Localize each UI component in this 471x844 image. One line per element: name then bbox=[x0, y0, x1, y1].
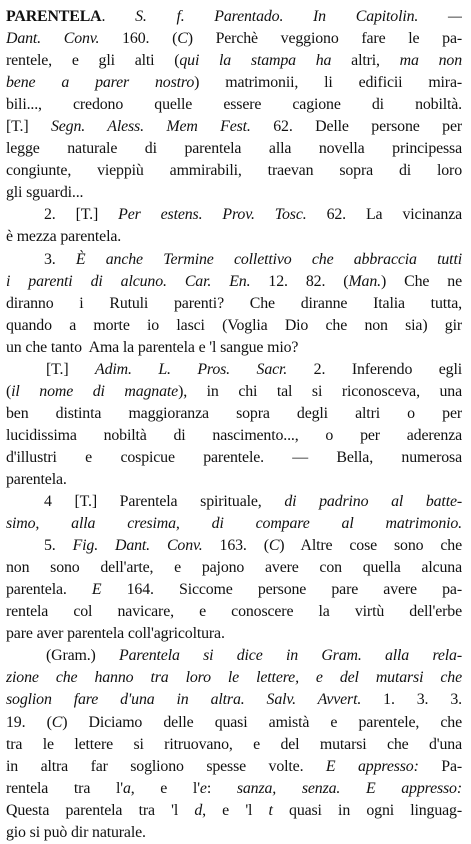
italic-text: sanza, senza. E appresso: bbox=[236, 779, 462, 797]
text-span: pare aver parentela coll'agricoltura. bbox=[6, 625, 225, 643]
text-span: gli sguardi... bbox=[6, 184, 84, 202]
text-span: (Gram.) bbox=[46, 647, 120, 665]
entry-line bbox=[6, 116, 462, 138]
text-span: , e 'l bbox=[202, 801, 269, 819]
italic-text: e bbox=[199, 779, 207, 797]
text-span: in altra far sogliono spesse volte. bbox=[6, 757, 326, 775]
entry-line bbox=[6, 557, 462, 579]
italic-text: È anche Termine collettivo che abbraccia tutti bbox=[75, 250, 462, 268]
text-span: Pa- bbox=[418, 757, 462, 775]
text-span: 163. ( bbox=[202, 537, 269, 555]
entry-line bbox=[6, 249, 462, 271]
text-span: 4 [T.] Parentela spirituale, bbox=[44, 493, 285, 511]
text-span: d'illustri e cospicue parentele. — Bella, numerosa bbox=[6, 448, 462, 466]
entry-line bbox=[6, 535, 462, 557]
text-span: ) Che ne bbox=[380, 272, 462, 290]
entry-line bbox=[6, 447, 462, 469]
text-span: un che tanto Ama la parentela e 'l sangue mio? bbox=[6, 338, 299, 356]
text-span: 12. 82. ( bbox=[250, 272, 349, 290]
italic-text: zione che hanno tra loro le lettere, e del mutarsi che bbox=[6, 669, 462, 687]
italic-text: Adim. L. Pros. Sacr. bbox=[95, 360, 288, 378]
text-span: 1. 3. 3. bbox=[361, 691, 462, 709]
text-span: non sono dell'arte, e pajono avere con quella alcuna bbox=[6, 559, 462, 577]
italic-text: ma non bbox=[399, 52, 462, 70]
text-span: ) Altre cose sono che bbox=[279, 537, 462, 555]
text-span: parentela. bbox=[6, 581, 92, 599]
text-span: parentela. bbox=[6, 470, 67, 488]
dictionary-entry-parentela bbox=[6, 6, 462, 844]
entry-line bbox=[6, 712, 462, 734]
text-span: , e l' bbox=[130, 779, 200, 797]
text-span: quasi in ogni linguag- bbox=[272, 801, 462, 819]
italic-text: Per estens. Prov. Tosc. bbox=[118, 206, 307, 224]
text-span: 164. Siccome persone pare avere pa- bbox=[101, 581, 462, 599]
text-span: Questa parentela tra 'l bbox=[6, 801, 195, 819]
text-span: bili..., credono quelle essere cagione di nobiltà. bbox=[6, 96, 462, 114]
entry-line bbox=[6, 822, 462, 844]
text-span: 160. ( bbox=[99, 30, 178, 48]
entry-line bbox=[6, 28, 462, 50]
text-span: [T.] bbox=[6, 118, 51, 136]
entry-line bbox=[6, 601, 462, 623]
entry-line bbox=[6, 182, 462, 204]
text-span: 5. bbox=[44, 537, 73, 555]
entry-line bbox=[6, 425, 462, 447]
entry-line bbox=[6, 579, 462, 601]
text-span: ) matrimonii, li edificii mira- bbox=[194, 74, 462, 92]
text-span: 19. ( bbox=[6, 713, 52, 731]
text-span: quando a morte io lasci (Voglia Dio che non sia) gir bbox=[6, 316, 462, 334]
entry-line bbox=[6, 734, 462, 756]
entry-line bbox=[6, 50, 462, 72]
italic-text: E appresso: bbox=[325, 757, 419, 775]
text-span: 62. La vicinanza bbox=[306, 206, 462, 224]
italic-text: il nome di magnate bbox=[11, 382, 179, 400]
italic-text: di padrino al batte- bbox=[284, 493, 462, 511]
text-span: ) Diciamo delle quasi amistà e parentele, che bbox=[62, 713, 462, 731]
italic-text: Man. bbox=[348, 272, 381, 290]
entry-line bbox=[6, 756, 462, 778]
italic-text: C bbox=[177, 30, 188, 48]
text-span: : bbox=[206, 779, 237, 797]
entry-line bbox=[6, 513, 462, 535]
text-span: rentela tra l' bbox=[6, 779, 123, 797]
text-span: tra le lettere si ritruovano, e del mutarsi che d'una bbox=[6, 735, 462, 753]
text-span: 2. [T.] bbox=[44, 206, 119, 224]
entry-line bbox=[6, 315, 462, 337]
text-span: 2. Inferendo egli bbox=[287, 360, 462, 378]
italic-text: d bbox=[194, 801, 203, 819]
italic-text: Fig. Dant. Conv. bbox=[72, 537, 203, 555]
entry-line bbox=[6, 359, 462, 381]
entry-line bbox=[6, 204, 462, 226]
entry-line bbox=[6, 138, 462, 160]
text-span: ) Perchè veggiono fare le pa- bbox=[187, 30, 462, 48]
italic-text: E bbox=[91, 581, 102, 599]
entry-line bbox=[6, 160, 462, 182]
italic-text: simo, alla cresima, di compare al matrimonio. bbox=[6, 515, 462, 533]
entry-line bbox=[6, 381, 462, 403]
italic-text: C bbox=[268, 537, 280, 555]
entry-line bbox=[6, 6, 462, 28]
text-span: è mezza parentela. bbox=[6, 228, 122, 246]
italic-text: t bbox=[268, 801, 273, 819]
entry-line bbox=[6, 403, 462, 425]
text-span: 62. Delle persone per bbox=[250, 118, 462, 136]
italic-text: bene a parer nostro bbox=[6, 74, 195, 92]
text-span: 3. bbox=[44, 250, 76, 268]
text-span: legge naturale di parentela alla novella principessa bbox=[6, 140, 462, 158]
entry-line bbox=[6, 72, 462, 94]
italic-text: C bbox=[51, 713, 63, 731]
entry-line bbox=[6, 94, 462, 116]
entry-line bbox=[6, 667, 462, 689]
text-span: ( bbox=[6, 382, 12, 400]
italic-text: Parentela si dice in Gram. alla rela- bbox=[119, 647, 462, 665]
text-span: altri, bbox=[331, 52, 400, 70]
text-span: diranno i Rutuli parenti? Che diranne Italia tutta, bbox=[6, 294, 462, 312]
headword: PARENTELA bbox=[6, 8, 102, 25]
entry-line bbox=[6, 800, 462, 822]
entry-line bbox=[6, 491, 462, 513]
entry-line bbox=[6, 778, 462, 800]
text-span: . bbox=[101, 8, 136, 25]
entry-line bbox=[6, 271, 462, 293]
entry-line bbox=[6, 645, 462, 667]
italic-text: Segn. Aless. Mem Fest. bbox=[50, 118, 251, 136]
italic-text: S. f. Parentado. In Capitolin. — bbox=[135, 8, 462, 25]
italic-text: qui la stampa ha bbox=[179, 52, 332, 70]
text-span: ), in chi tal si riconosceva, una bbox=[178, 382, 462, 400]
text-span: rentela col navicare, e conoscere la virtù dell'erbe bbox=[6, 603, 462, 621]
entry-line bbox=[6, 689, 462, 711]
text-span: [T.] bbox=[46, 360, 96, 378]
entry-line bbox=[6, 469, 462, 491]
text-span: gio si può dir naturale. bbox=[6, 823, 146, 841]
entry-line bbox=[6, 337, 462, 359]
entry-line bbox=[6, 623, 462, 645]
italic-text: Dant. Conv. bbox=[6, 30, 100, 48]
text-span: congiunte, vieppiù ammirabili, traevan sopra di loro bbox=[6, 162, 462, 180]
text-span: rentele, e gli alti ( bbox=[6, 52, 180, 70]
italic-text: a bbox=[122, 779, 131, 797]
entry-line bbox=[6, 293, 462, 315]
text-span: lucidissima nobiltà di nascimento..., o per aderenza bbox=[6, 426, 462, 444]
entry-line bbox=[6, 226, 462, 248]
italic-text: soglion fare d'una in altra. Salv. Avvert. bbox=[6, 691, 362, 709]
italic-text: i parenti di alcuno. Car. En. bbox=[6, 272, 251, 290]
text-span: ben distinta maggioranza sopra degli altri o per bbox=[6, 404, 462, 422]
